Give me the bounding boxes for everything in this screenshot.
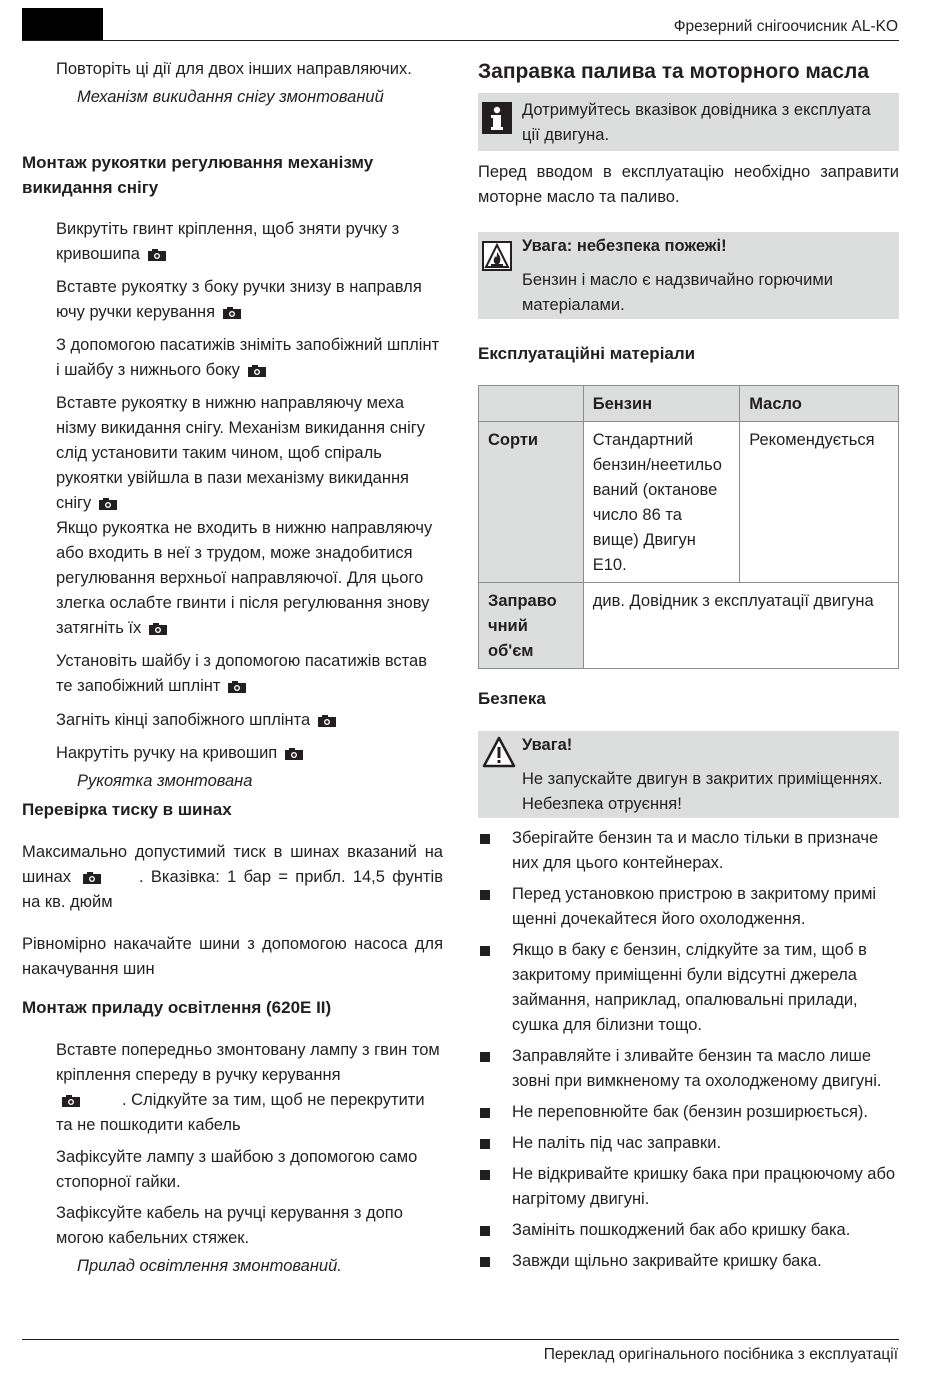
fire-warning-text: Бензин і масло є надзвичайно горючими матеріалами.: [522, 271, 833, 314]
camera-icon: [285, 748, 303, 760]
camera-icon: [223, 307, 241, 319]
square-bullet-icon: [480, 834, 490, 844]
list-item: Завжди щільно закривайте кришку бака.: [478, 1249, 899, 1274]
camera-icon: [318, 715, 336, 727]
table-row: [479, 422, 899, 583]
camera-icon: [248, 365, 266, 377]
safety-warning-box: [478, 731, 899, 818]
step-light-2: Зафіксуйте лампу з шайбою з допомогою само стопорної гайки.: [56, 1148, 418, 1191]
list-item: Не відкривайте кришку бака при працюючому або нагрітому двигуні.: [478, 1162, 899, 1212]
step-handle-2: Вставте рукоятку з боку ручки знизу в направля ючу ручки керування: [56, 278, 422, 321]
heading-tire-pressure: Перевірка тиску в шинах: [22, 800, 232, 819]
square-bullet-icon: [480, 1108, 490, 1118]
table-cell: див. Довідник з експлуатації двигуна: [583, 583, 898, 669]
step-handle-4: Вставте рукоятку в нижню направляючу меха нізму викидання снігу. Механізм викидання снігу слід установити таким чином, щоб спіраль рукоятки увійшла в пази механізму викидання снігу: [56, 394, 426, 512]
step-repeat-guides: Повторіть ці дії для двох інших направляючих.: [56, 60, 412, 78]
footer-divider: [22, 1339, 899, 1340]
table-header-cell: Масло: [740, 386, 899, 422]
table-header-cell: [479, 386, 584, 422]
camera-icon: [83, 872, 101, 884]
materials-table: [478, 385, 899, 669]
camera-icon: [149, 623, 167, 635]
footer-text: Переклад оригінального посібника з експлуатації: [543, 1346, 898, 1363]
step-light-3: Зафіксуйте кабель на ручці керування з допо могою кабельних стяжек.: [56, 1204, 403, 1247]
fuel-intro-text: Перед вводом в експлуатацію необхідно заправити моторне масло та паливо.: [478, 163, 899, 206]
square-bullet-icon: [480, 890, 490, 900]
step-handle-5: Якщо рукоятка не входить в нижню направляючу або входить в неї з трудом, може знадобитися регулювання верхньої направляючої. Для цього злегка ослабте гвинти і після регулювання знову затягніть їх: [56, 519, 433, 637]
list-item: Не переповнюйте бак (бензин розширюється).: [478, 1100, 899, 1125]
safety-warning-title: Увага!: [522, 736, 573, 754]
camera-icon: [99, 498, 117, 510]
square-bullet-icon: [480, 946, 490, 956]
step-handle-7: Загніть кінці запобіжного шплінта: [56, 708, 444, 733]
table-row: [479, 583, 899, 669]
square-bullet-icon: [480, 1170, 490, 1180]
list-item: Заправляйте і зливайте бензин та масло лише зовні при вимкненому та охолодженому двигуні.: [478, 1044, 899, 1094]
page-number-tab: [22, 8, 103, 40]
fire-warning-title: Увага: небезпека пожежі!: [522, 237, 727, 255]
heading-materials: Експлуатаційні матеріали: [478, 344, 696, 363]
list-item: Замініть пошкоджений бак або кришку бака.: [478, 1218, 899, 1243]
list-item: Зберігайте бензин та и масло тільки в призначе них для цього контейнерах.: [478, 826, 899, 876]
square-bullet-icon: [480, 1052, 490, 1062]
square-bullet-icon: [480, 1139, 490, 1149]
table-row-label: Заправо чний об'єм: [479, 583, 584, 669]
step-handle-8: Накрутіть ручку на кривошип: [56, 741, 444, 766]
camera-icon: [228, 681, 246, 693]
fire-warning-icon: [482, 241, 512, 271]
table-cell: Рекомендується: [740, 422, 899, 583]
header-title: Фрезерний снігоочисник AL-KO: [673, 18, 898, 35]
list-item: Перед установкою пристрою в закритому примі щенні дочекайтеся його охолодження.: [478, 882, 899, 932]
header-divider: [22, 40, 899, 41]
tire-inflate-text: Рівномірно накачайте шини з допомогою насоса для накачування шин: [22, 935, 443, 978]
heading-safety: Безпека: [478, 689, 546, 708]
result-handle-mounted: Рукоятка змонтована: [77, 772, 253, 790]
list-item: Не паліть під час заправки.: [478, 1131, 899, 1156]
result-light-mounted: Прилад освітлення змонтований.: [77, 1257, 342, 1275]
camera-icon: [148, 249, 166, 261]
table-header-row: [479, 386, 899, 422]
safety-list: [478, 826, 899, 1280]
info-note-box: [478, 93, 899, 151]
table-header-cell: Бензин: [583, 386, 739, 422]
list-item: Якщо в баку є бензин, слідкуйте за тим, щоб в закритому приміщенні були відсутні джерела займання, наприклад, опалювальні прилади, сушка для білизни тощо.: [478, 938, 899, 1038]
warning-triangle-icon: [482, 736, 516, 768]
step-handle-3: З допомогою пасатижів зніміть запобіжний шплінт і шайбу з нижнього боку: [56, 336, 440, 379]
table-row-label: Сорти: [479, 422, 584, 583]
safety-warning-text: Не запускайте двигун в закритих приміщеннях. Небезпека отруєння!: [522, 770, 883, 813]
heading-light-mounting: Монтаж приладу освітлення (620E II): [22, 998, 332, 1017]
camera-icon: [62, 1095, 80, 1107]
square-bullet-icon: [480, 1257, 490, 1267]
result-chute-mounted: Механізм викидання снігу змонтований: [77, 88, 384, 106]
info-icon: [482, 102, 512, 134]
table-cell: Стандартний бензин/неетильо ваний (октанове число 86 та вище) Двигун E10.: [583, 422, 739, 583]
heading-fuel-oil: Заправка палива та моторного масла: [478, 60, 870, 83]
fire-warning-box: [478, 232, 899, 319]
heading-handle-mounting: Монтаж рукоятки регулювання механізму викидання снігу: [22, 153, 374, 197]
step-handle-6: Установіть шайбу і з допомогою пасатижів встав те запобіжний шплінт: [56, 652, 427, 695]
tire-pressure-text: Максимально допустимий тиск в шинах вказаний на шинах . Вказівка: 1 бар = прибл. 14,5 фунтів на кв. дюйм: [22, 843, 443, 911]
square-bullet-icon: [480, 1226, 490, 1236]
info-note-text: Дотримуйтесь вказівок довідника з експлуата ції двигуна.: [522, 101, 871, 144]
step-handle-1: Викрутіть гвинт кріплення, щоб зняти ручку з кривошипа: [56, 220, 400, 263]
step-light-1: Вставте попередньо змонтовану лампу з гвин том кріплення спереду в ручку керування . Слідкуйте за тим, щоб не перекрутити та не пошкодити кабель: [56, 1041, 440, 1134]
